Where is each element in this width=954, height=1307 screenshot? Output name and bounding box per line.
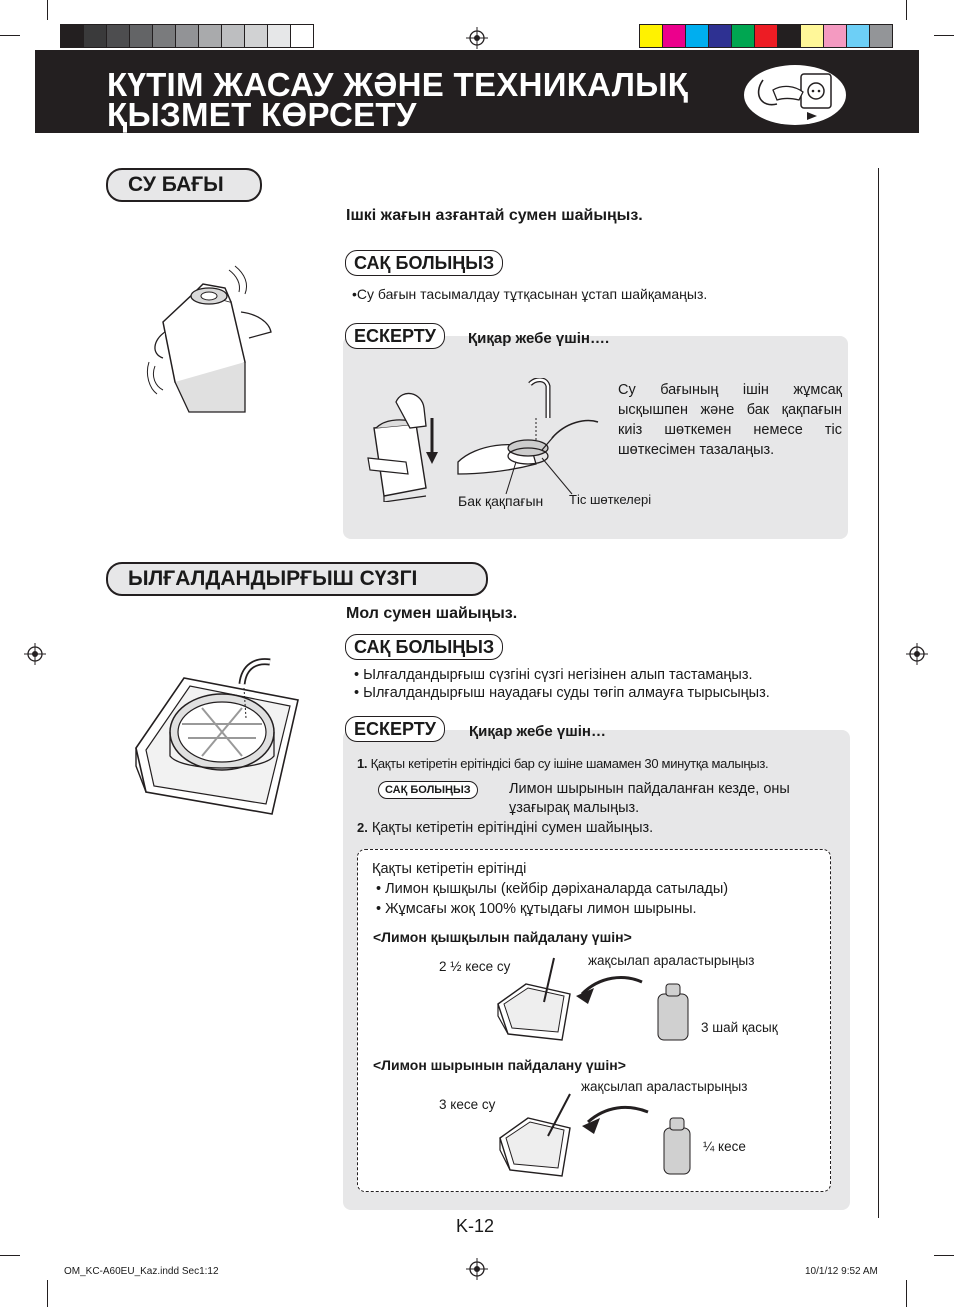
step-number: 1. xyxy=(357,756,368,771)
filter-rinse-illustration xyxy=(132,654,304,820)
crop-mark xyxy=(934,35,954,36)
header-banner xyxy=(35,50,919,133)
color-swatch xyxy=(245,25,267,47)
tank-cleaning-illustration xyxy=(366,378,602,502)
caution-item: • Ылғалдандырғыш науадағы суды төгіп алмауға тырысыңыз. xyxy=(354,685,770,701)
file-info: OM_KC-A60EU_Kaz.indd Sec1:12 xyxy=(64,1266,219,1277)
citric-amount: 3 шай қасық xyxy=(701,1020,778,1035)
page-title-line2: ҚЫЗМЕТ КӨРСЕТУ xyxy=(107,96,417,133)
color-swatch xyxy=(199,25,221,47)
note-text: Су бағының ішін жұмсақ ысқышпен және бак қақпағын киіз шөткемен немесе тіс шөткесімен тазалаңыз. xyxy=(618,382,842,458)
color-swatch xyxy=(84,25,106,47)
color-swatch xyxy=(847,25,869,47)
color-swatch xyxy=(663,25,685,47)
section-title-text: ЫЛҒАЛДАНДЫРҒЫШ СҮЗГІ xyxy=(128,567,418,590)
label-tank-cap: Бак қақпағын xyxy=(458,493,544,509)
citric-heading: <Лимон қышқылын пайдалану үшін> xyxy=(373,929,632,945)
box-bullet: • Лимон қышқылы (кейбір дәріханаларда сатылады) xyxy=(376,881,729,897)
color-swatch xyxy=(130,25,152,47)
juice-mix-illustration xyxy=(498,1092,694,1182)
step-2 xyxy=(357,818,653,838)
color-swatch xyxy=(801,25,823,47)
crop-mark xyxy=(0,35,20,36)
juice-mix: жақсылап араластырыңыз xyxy=(581,1079,748,1094)
page-title-line1: КҮТІМ ЖАСАУ ЖӘНЕ ТЕХНИКАЛЫҚ xyxy=(107,66,689,103)
color-swatch xyxy=(778,25,800,47)
citric-water: 2 ½ кесе су xyxy=(439,959,511,974)
step-text: Қақты кетіретін ерітіндісі бар су ішіне шамамен 30 минутқа малыңыз. xyxy=(370,756,769,771)
box-bullet: • Жұмсағы жоқ 100% құтыдағы лимон шырыны. xyxy=(376,901,697,917)
juice-heading: <Лимон шырынын пайдалану үшін> xyxy=(373,1057,626,1073)
section-title-text: СУ БАҒЫ xyxy=(128,173,224,196)
crop-mark xyxy=(906,1280,907,1307)
juice-amount: ¼ кесе xyxy=(703,1139,746,1154)
caution-label: САҚ БОЛЫҢЫЗ xyxy=(345,634,503,660)
color-swatch xyxy=(268,25,290,47)
note-title: Қиқар жебе үшін… xyxy=(469,723,606,740)
color-swatch xyxy=(824,25,846,47)
section1-instruction: Ішкі жағын азғантай сумен шайыңыз. xyxy=(346,207,643,224)
registration-mark-icon xyxy=(906,643,928,665)
color-swatch xyxy=(732,25,754,47)
label-toothbrush: Тіс шөткелері xyxy=(569,492,652,507)
crop-mark xyxy=(0,1255,20,1256)
caution-list xyxy=(354,666,770,702)
color-swatch xyxy=(176,25,198,47)
box-title: Қақты кетіретін ерітінді xyxy=(372,861,527,877)
citric-mix-illustration xyxy=(496,954,692,1046)
crop-mark xyxy=(47,0,48,20)
caution-label: САҚ БОЛЫҢЫЗ xyxy=(345,250,503,276)
color-swatch xyxy=(640,25,662,47)
color-swatch xyxy=(61,25,83,47)
color-swatch xyxy=(291,25,313,47)
color-swatch xyxy=(709,25,731,47)
print-timestamp: 10/1/12 9:52 AM xyxy=(805,1266,878,1277)
crop-mark xyxy=(906,0,907,20)
margin-rule xyxy=(878,168,879,1218)
page-title xyxy=(107,66,689,133)
small-caution-line1: Лимон шырынын пайдаланған кезде, оны xyxy=(509,781,790,797)
water-tank-rinse-illustration xyxy=(145,262,285,427)
small-caution-label: САҚ БОЛЫҢЫЗ xyxy=(378,781,478,799)
note-label: ЕСКЕРТУ xyxy=(345,716,445,742)
color-swatch xyxy=(222,25,244,47)
section-title-humidifying-filter xyxy=(106,562,488,596)
caution-text: •Су бағын тасымалдау тұтқасынан ұстап шайқамаңыз. xyxy=(352,286,708,302)
crop-mark xyxy=(934,1255,954,1256)
citric-mix: жақсылап араластырыңыз xyxy=(588,953,755,968)
section2-instruction: Мол сумен шайыңыз. xyxy=(346,605,518,622)
color-swatch xyxy=(107,25,129,47)
color-swatch xyxy=(153,25,175,47)
registration-mark-icon xyxy=(466,27,488,49)
note-title: Қиқар жебе үшін…. xyxy=(468,330,610,347)
color-swatch xyxy=(755,25,777,47)
juice-water: 3 кесе су xyxy=(439,1097,496,1112)
unplug-icon xyxy=(743,64,847,126)
small-caution-line2: ұзағырақ малыңыз. xyxy=(509,800,640,816)
caution-item: • Ылғалдандырғыш сүзгіні сүзгі негізінен алып тастамаңыз. xyxy=(354,667,753,683)
crop-mark xyxy=(47,1280,48,1307)
step-1 xyxy=(357,754,768,774)
color-swatch xyxy=(870,25,892,47)
step-text: Қақты кетіретін ерітіндіні сумен шайыңыз. xyxy=(371,820,654,836)
section-title-water-tank xyxy=(106,168,262,202)
note-label: ЕСКЕРТУ xyxy=(345,323,445,349)
registration-mark-icon xyxy=(24,643,46,665)
color-swatch xyxy=(686,25,708,47)
registration-mark-icon xyxy=(466,1258,488,1280)
page-number: K-12 xyxy=(456,1216,495,1236)
step-number: 2. xyxy=(357,820,368,835)
